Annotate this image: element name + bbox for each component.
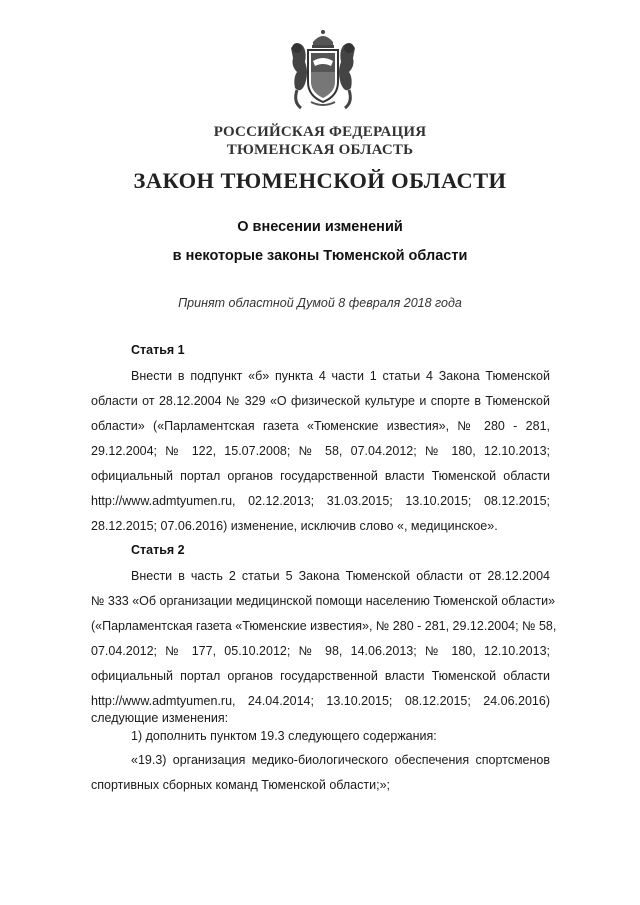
article-2-line: № 333 «Об организации медицинской помощи населению Тюменской области» <box>91 594 556 608</box>
article-1-line: 28.12.2015; 07.06.2016) изменение, исключив слово «, медицинское». <box>91 519 498 533</box>
adoption-note: Принят областной Думой 8 февраля 2018 года <box>178 296 462 310</box>
article-1-heading: Статья 1 <box>131 343 185 357</box>
header-country: РОССИЙСКАЯ ФЕДЕРАЦИЯ <box>213 124 427 140</box>
article-1-line: области от 28.12.2004 № 329 «О физической культуре и спорте в Тюменской <box>91 394 550 408</box>
law-subject-line-1: О внесении изменений <box>237 219 403 235</box>
header-region: ТЮМЕНСКАЯ ОБЛАСТЬ <box>226 142 414 158</box>
article-2-line: спортивных сборных команд Тюменской области;»; <box>91 778 390 792</box>
article-2-line: официальный портал органов государственной власти Тюменской области <box>91 669 550 683</box>
article-1-line: официальный портал органов государственной власти Тюменской области <box>91 469 550 483</box>
article-1-line: области» («Парламентская газета «Тюменские известия», № 280 - 281, <box>91 419 550 433</box>
article-2-line: «19.3) организация медико-биологического обеспечения спортсменов <box>131 753 550 767</box>
coat-of-arms-emblem <box>283 28 363 112</box>
article-1-line: 29.12.2004; № 122, 15.07.2008; № 58, 07.04.2012; № 180, 12.10.2013; <box>91 444 550 458</box>
article-2-line: следующие изменения: <box>91 711 229 725</box>
article-2-heading: Статья 2 <box>131 543 185 557</box>
article-2-line: 07.04.2012; № 177, 05.10.2012; № 98, 14.06.2013; № 180, 12.10.2013; <box>91 644 550 658</box>
article-2-line: http://www.admtyumen.ru, 24.04.2014; 13.10.2015; 08.12.2015; 24.06.2016) <box>91 694 550 708</box>
article-1-line: Внести в подпункт «б» пункта 4 части 1 статьи 4 Закона Тюменской <box>131 369 550 383</box>
article-2-line: Внести в часть 2 статьи 5 Закона Тюменской области от 28.12.2004 <box>131 569 550 583</box>
article-1-line: http://www.admtyumen.ru, 02.12.2013; 31.03.2015; 13.10.2015; 08.12.2015; <box>91 494 550 508</box>
law-title: ЗАКОН ТЮМЕНСКОЙ ОБЛАСТИ <box>133 168 507 193</box>
article-2-item: 1) дополнить пунктом 19.3 следующего содержания: <box>131 729 437 743</box>
law-subject-line-2: в некоторые законы Тюменской области <box>172 248 468 264</box>
article-2-line: («Парламентская газета «Тюменские известия», № 280 - 281, 29.12.2004; № 58, <box>91 619 557 633</box>
